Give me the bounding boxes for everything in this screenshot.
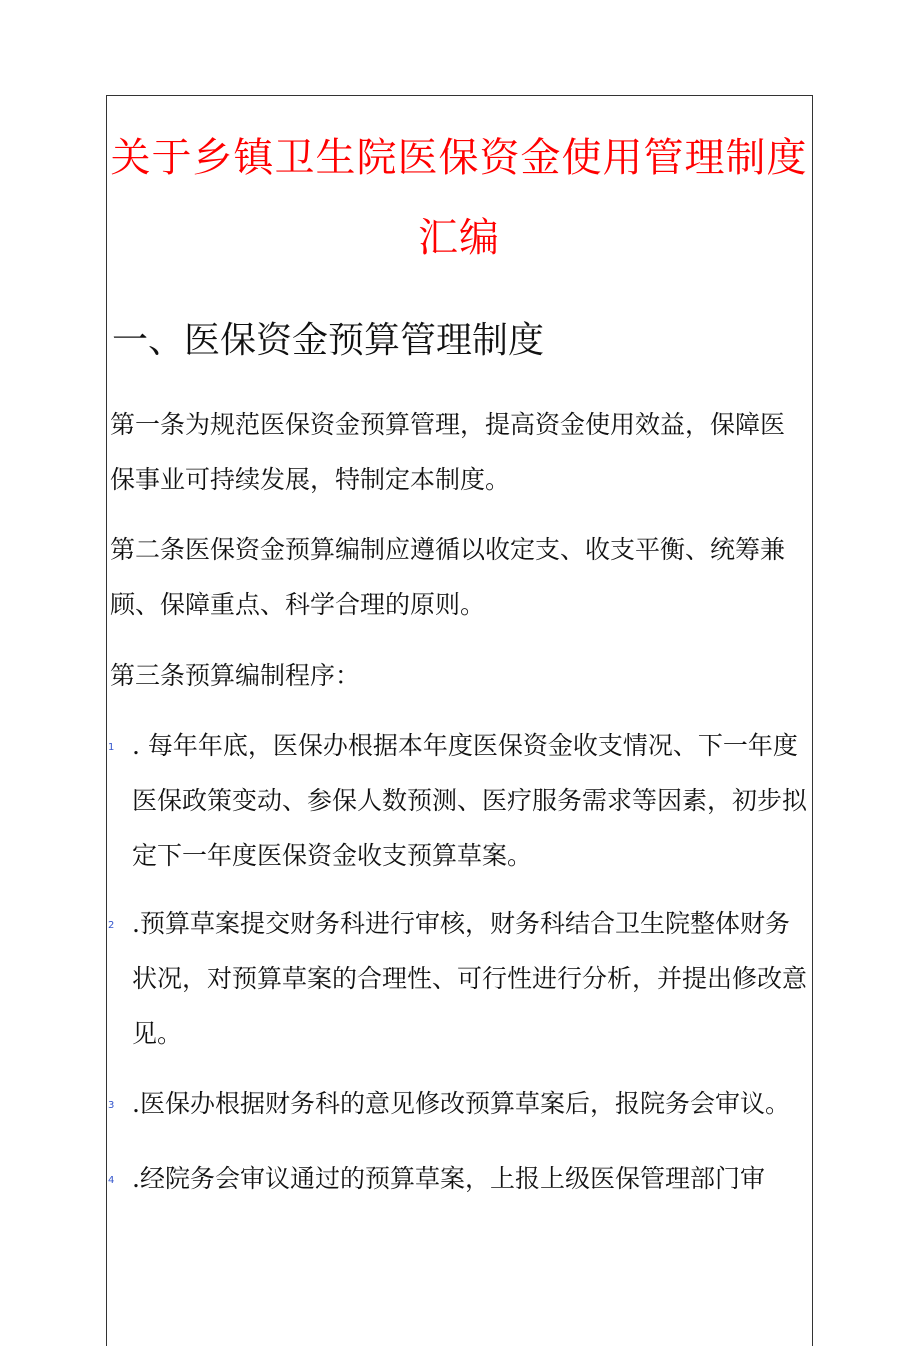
list-item-text: .预算草案提交财务科进行审核，财务科结合卫生院整体财务状况，对预算草案的合理性、可行性进行分析，并提出修改意见。 bbox=[132, 909, 808, 1048]
document-title: 关于乡镇卫生院医保资金使用管理制度汇编 bbox=[110, 135, 808, 261]
article-paragraph: 第二条医保资金预算编制应遵循以收定支、收支平衡、统筹兼顾、保障重点、科学合理的原则。 bbox=[110, 535, 786, 619]
list-item-text: . 每年年底，医保办根据本年度医保资金收支情况、下一年度医保政策变动、参保人数预测、医疗服务需求等因素，初步拟定下一年度医保资金收支预算草案。 bbox=[132, 731, 808, 870]
article-paragraph: 第一条为规范医保资金预算管理，提高资金使用效益，保障医保事业可持续发展，特制定本制度。 bbox=[110, 410, 786, 494]
list-item-number: 3 bbox=[108, 1100, 115, 1111]
section-heading: 一、医保资金预算管理制度 bbox=[112, 320, 545, 361]
list-item-text: .经院务会审议通过的预算草案，上报上级医保管理部门审 bbox=[132, 1164, 765, 1193]
list-item-number: 4 bbox=[108, 1175, 115, 1186]
list-item-text: .医保办根据财务科的意见修改预算草案后，报院务会审议。 bbox=[132, 1089, 790, 1118]
list-item-number: 2 bbox=[108, 920, 115, 931]
article-paragraph: 第三条预算编制程序： bbox=[110, 661, 361, 690]
list-item-number: 1 bbox=[108, 742, 115, 753]
